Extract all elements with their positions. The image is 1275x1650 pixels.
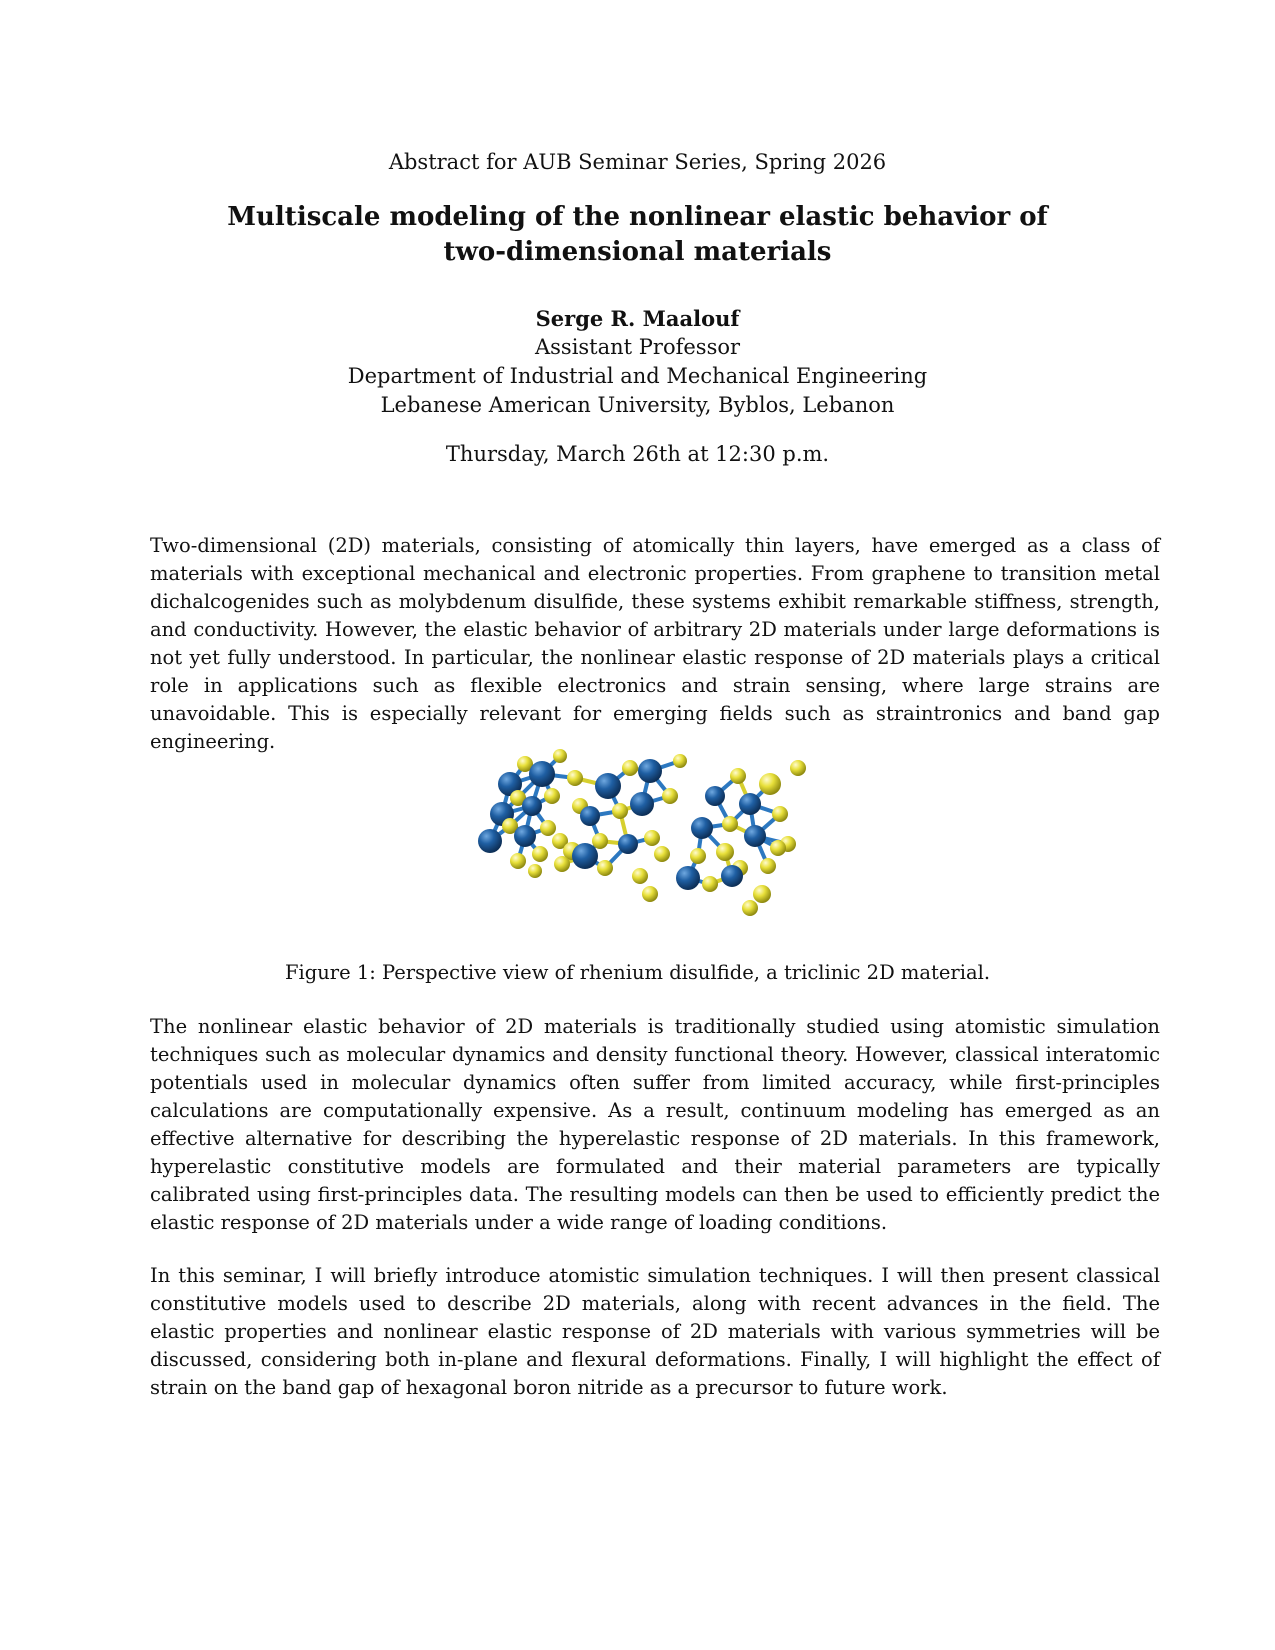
- rhenium-atom: [529, 761, 555, 787]
- sulfur-atom: [622, 760, 638, 776]
- abstract-title: [150, 200, 1125, 270]
- rhenium-atom: [514, 825, 536, 847]
- event-datetime: Thursday, March 26th at 12:30 p.m.: [445, 442, 830, 466]
- abstract-paragraph-1: Two-dimensional (2D) materials, consisting of atomically thin layers, have emerged as a class of materials with exceptional mechanical and electronic properties. From graphene to transition metal dichalcogenides such as molybdenum disulfide, these systems exhibit remarkable stiffness, strength, and conductivity. However, the elastic behavior of arbitrary 2D materials under large deformations is not yet fully understood. In particular, the nonlinear elastic response of 2D materials plays a critical role in applications such as flexible electronics and strain sensing, where large strains are unavoidable. This is especially relevant for emerging fields such as straintronics and band gap engineering.: [150, 534, 1160, 753]
- sulfur-atom: [654, 846, 670, 862]
- rhenium-atom: [739, 793, 761, 815]
- speaker-name: Serge R. Maalouf: [535, 306, 740, 331]
- rhenium-atom: [691, 817, 713, 839]
- sulfur-atom: [722, 816, 738, 832]
- abstract-paragraph-3: In this seminar, I will briefly introduce atomistic simulation techniques. I will then present classical constitutive models used to describe 2D materials, along with recent advances in the field. The elastic properties and nonlinear elastic response of 2D materials with various symmetries will be discussed, considering both in-plane and flexural deformations. Finally, I will highlight the effect of strain on the band gap of hexagonal boron nitride as a precursor to future work.: [150, 1264, 1160, 1399]
- sulfur-atom: [753, 885, 771, 903]
- sulfur-atom: [510, 853, 526, 869]
- sulfur-atom: [702, 876, 718, 892]
- seminar-series-line: Abstract for AUB Seminar Series, Spring 2026: [388, 150, 887, 174]
- sulfur-atom: [742, 900, 758, 916]
- sulfur-atom: [612, 803, 628, 819]
- sulfur-atom: [632, 868, 648, 884]
- rhenium-atom: [572, 843, 598, 869]
- rhenium-disulfide-figure: [470, 740, 840, 920]
- sulfur-atom: [772, 806, 788, 822]
- sulfur-atom: [532, 846, 548, 862]
- figure-caption: Figure 1: Perspective view of rhenium disulfide, a triclinic 2D material.: [284, 961, 991, 984]
- rhenium-atom: [705, 786, 725, 806]
- sulfur-atom: [759, 773, 781, 795]
- atoms: [478, 749, 806, 916]
- sulfur-atom: [644, 830, 660, 846]
- sulfur-atom: [673, 754, 687, 768]
- rhenium-atom: [721, 865, 743, 887]
- abstract-paragraph-2: The nonlinear elastic behavior of 2D materials is traditionally studied using atomistic simulation techniques such as molecular dynamics and density functional theory. However, classical interatomic potentials used in molecular dynamics often suffer from limited accuracy, while first-principles calculations are computationally expensive. As a result, continuum modeling has emerged as an effective alternative for describing the hyperelastic response of 2D materials. In this framework, hyperelastic constitutive models are formulated and their material parameters are typically calibrated using first-principles data. The resulting models can then be used to efficiently predict the elastic response of 2D materials under a wide range of loading conditions.: [150, 1015, 1160, 1234]
- sulfur-atom: [540, 820, 556, 836]
- sulfur-atom: [567, 770, 583, 786]
- sulfur-atom: [790, 760, 806, 776]
- title-line-2: two-dimensional materials: [443, 237, 832, 267]
- rhenium-atom: [580, 806, 600, 826]
- speaker-institution: Lebanese American University, Byblos, Lebanon: [380, 393, 895, 417]
- sulfur-atom: [597, 860, 613, 876]
- sulfur-atom: [544, 788, 560, 804]
- rhenium-atom: [478, 829, 502, 853]
- sulfur-atom: [528, 864, 542, 878]
- rhenium-atom: [618, 834, 638, 854]
- sulfur-atom: [642, 886, 658, 902]
- sulfur-atom: [553, 749, 567, 763]
- speaker-department: Department of Industrial and Mechanical Engineering: [347, 364, 928, 388]
- sulfur-atom: [730, 768, 746, 784]
- rhenium-atom: [744, 825, 766, 847]
- speaker-block: [0, 304, 1275, 420]
- sulfur-atom: [770, 840, 786, 856]
- rhenium-atom: [630, 792, 654, 816]
- rhenium-atom: [638, 759, 662, 783]
- sulfur-atom: [690, 848, 706, 864]
- rhenium-atom: [595, 773, 621, 799]
- sulfur-atom: [662, 788, 678, 804]
- sulfur-atom: [760, 858, 776, 874]
- title-line-1: Multiscale modeling of the nonlinear elastic behavior of: [227, 202, 1048, 232]
- rhenium-atom: [676, 866, 700, 890]
- sulfur-atom: [716, 843, 734, 861]
- sulfur-atom: [554, 856, 570, 872]
- sulfur-atom: [592, 833, 608, 849]
- rhenium-atom: [522, 796, 542, 816]
- speaker-position: Assistant Professor: [534, 335, 741, 359]
